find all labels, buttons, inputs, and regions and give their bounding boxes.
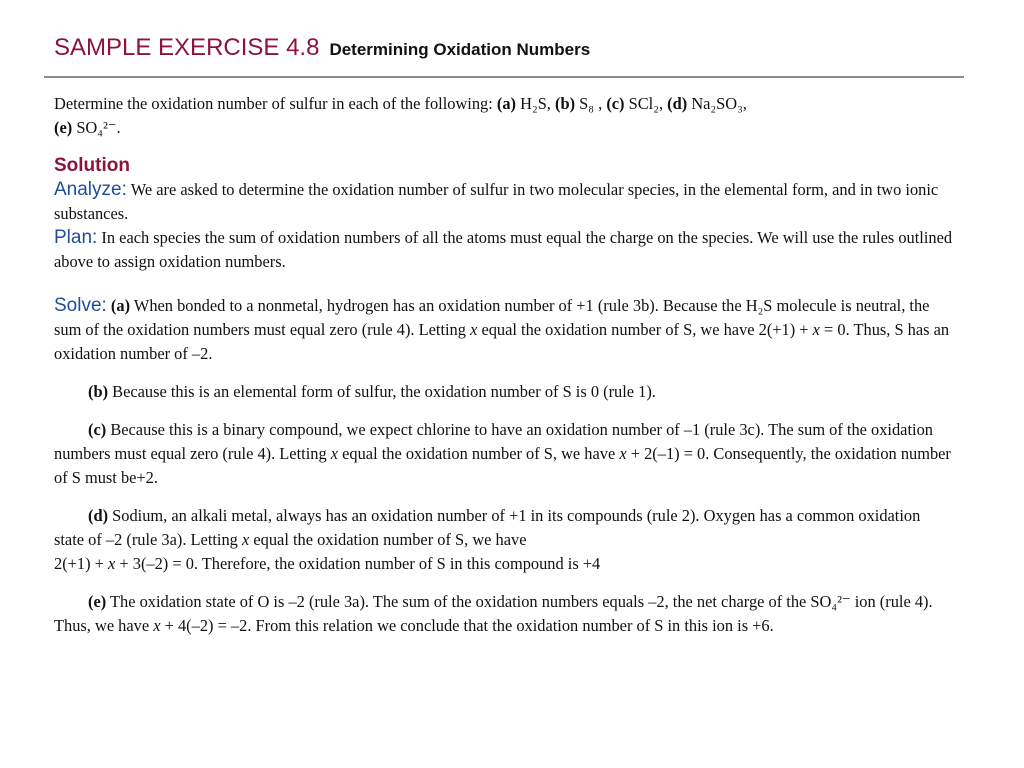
- variable-x: x: [330, 444, 339, 463]
- variable-x: x: [108, 554, 116, 573]
- solve-d-text-1: Sodium, an alkali metal, always has an oxidation number of +1 in its compounds (rule 2). Oxygen has a common oxidation state of –2 (rule 3a). Letting: [54, 506, 921, 549]
- plan-label: Plan:: [54, 227, 98, 248]
- question-e-species: SO₄²⁻.: [76, 118, 121, 137]
- solve-e-label: (e): [88, 592, 107, 611]
- question-a-species: H₂S,: [520, 94, 551, 113]
- solve-d-text-2: equal the oxidation number of S, we have: [253, 530, 527, 549]
- question-paragraph: [54, 92, 954, 140]
- solve-e-paragraph: [54, 590, 954, 638]
- question-a-label: (a): [496, 94, 517, 113]
- solve-c-text-2: equal the oxidation number of S, we have: [342, 444, 616, 463]
- solve-e-text-1: The oxidation state of O is –2 (rule 3a). The sum of the oxidation numbers equals –2, the net charge of the: [110, 592, 807, 611]
- solve-d-text-3: + 3(–2) = 0. Therefore, the oxidation number of S in this compound is +4: [119, 554, 601, 573]
- page-title: SAMPLE EXERCISE 4.8: [54, 34, 320, 61]
- question-d-label: (d): [667, 94, 688, 113]
- plan-paragraph: [54, 226, 954, 274]
- question-d-species: Na₂SO₃,: [691, 94, 747, 113]
- solve-c-text-3: + 2(–1) = 0. Consequently, the oxidation number of S must be+2.: [54, 444, 951, 487]
- solve-b-text-1: Because this is an elemental form of sulfur, the oxidation number of S is 0 (rule 1).: [112, 382, 656, 401]
- solve-d-label: (d): [88, 506, 109, 525]
- page-subtitle: Determining Oxidation Numbers: [329, 40, 591, 59]
- solve-d-paragraph: [54, 504, 954, 576]
- question-c-species: SCl₂,: [628, 94, 664, 113]
- solve-a-text-2: equal the oxidation number of S, we have 2(+1) +: [481, 320, 809, 339]
- variable-x: x: [241, 530, 250, 549]
- solve-a-label: (a): [110, 296, 131, 315]
- solve-e-text-2: ion (rule 4). Thus, we have: [54, 592, 933, 635]
- question-b-species: S₈ ,: [579, 94, 603, 113]
- question-text: Determine the oxidation number of sulfur in each of the following:: [54, 94, 493, 113]
- solution-heading: Solution: [54, 155, 130, 176]
- solve-b-paragraph: [54, 380, 954, 404]
- variable-x: x: [153, 616, 161, 635]
- analyze-label: Analyze:: [54, 179, 127, 200]
- variable-x: x: [812, 320, 820, 339]
- solve-e-text-3: + 4(–2) = –2. From this relation we conclude that the oxidation number of S in this ion is +6.: [164, 616, 774, 635]
- slide-body: [54, 92, 954, 638]
- question-c-label: (c): [606, 94, 625, 113]
- solve-d-text-2b: 2(+1) +: [54, 554, 104, 573]
- solve-a-text-1: When bonded to a nonmetal, hydrogen has an oxidation number of +1 (rule 3b). Because the H₂S molecule is neutral, the sum of the oxidation numbers must equal zero (rule 4). Letting: [54, 296, 930, 339]
- solve-c-paragraph: [54, 418, 954, 490]
- solve-a-paragraph: [54, 294, 954, 366]
- solve-b-label: (b): [88, 382, 109, 401]
- analyze-text: We are asked to determine the oxidation number of sulfur in two molecular species, in the elemental form, and in two ionic substances.: [54, 180, 939, 223]
- variable-x: x: [470, 320, 478, 339]
- variable-x: x: [619, 444, 627, 463]
- solve-c-label: (c): [88, 420, 107, 439]
- solve-a-text-3: = 0. Thus, S has an oxidation number of –2.: [54, 320, 950, 363]
- question-e-label: (e): [54, 118, 73, 137]
- solve-label: Solve:: [54, 295, 107, 316]
- slide-header: [54, 34, 590, 62]
- solve-c-text-1: Because this is a binary compound, we expect chlorine to have an oxidation number of –1 (rule 3c). The sum of the oxidation numbers must equal zero (rule 4). Letting: [54, 420, 933, 463]
- plan-text: In each species the sum of oxidation numbers of all the atoms must equal the charge on the species. We will use the rules outlined above to assign oxidation numbers.: [54, 228, 953, 271]
- solve-e-species: SO₄²⁻: [810, 592, 851, 611]
- question-b-label: (b): [555, 94, 576, 113]
- header-divider: [44, 76, 964, 78]
- analyze-paragraph: [54, 178, 954, 226]
